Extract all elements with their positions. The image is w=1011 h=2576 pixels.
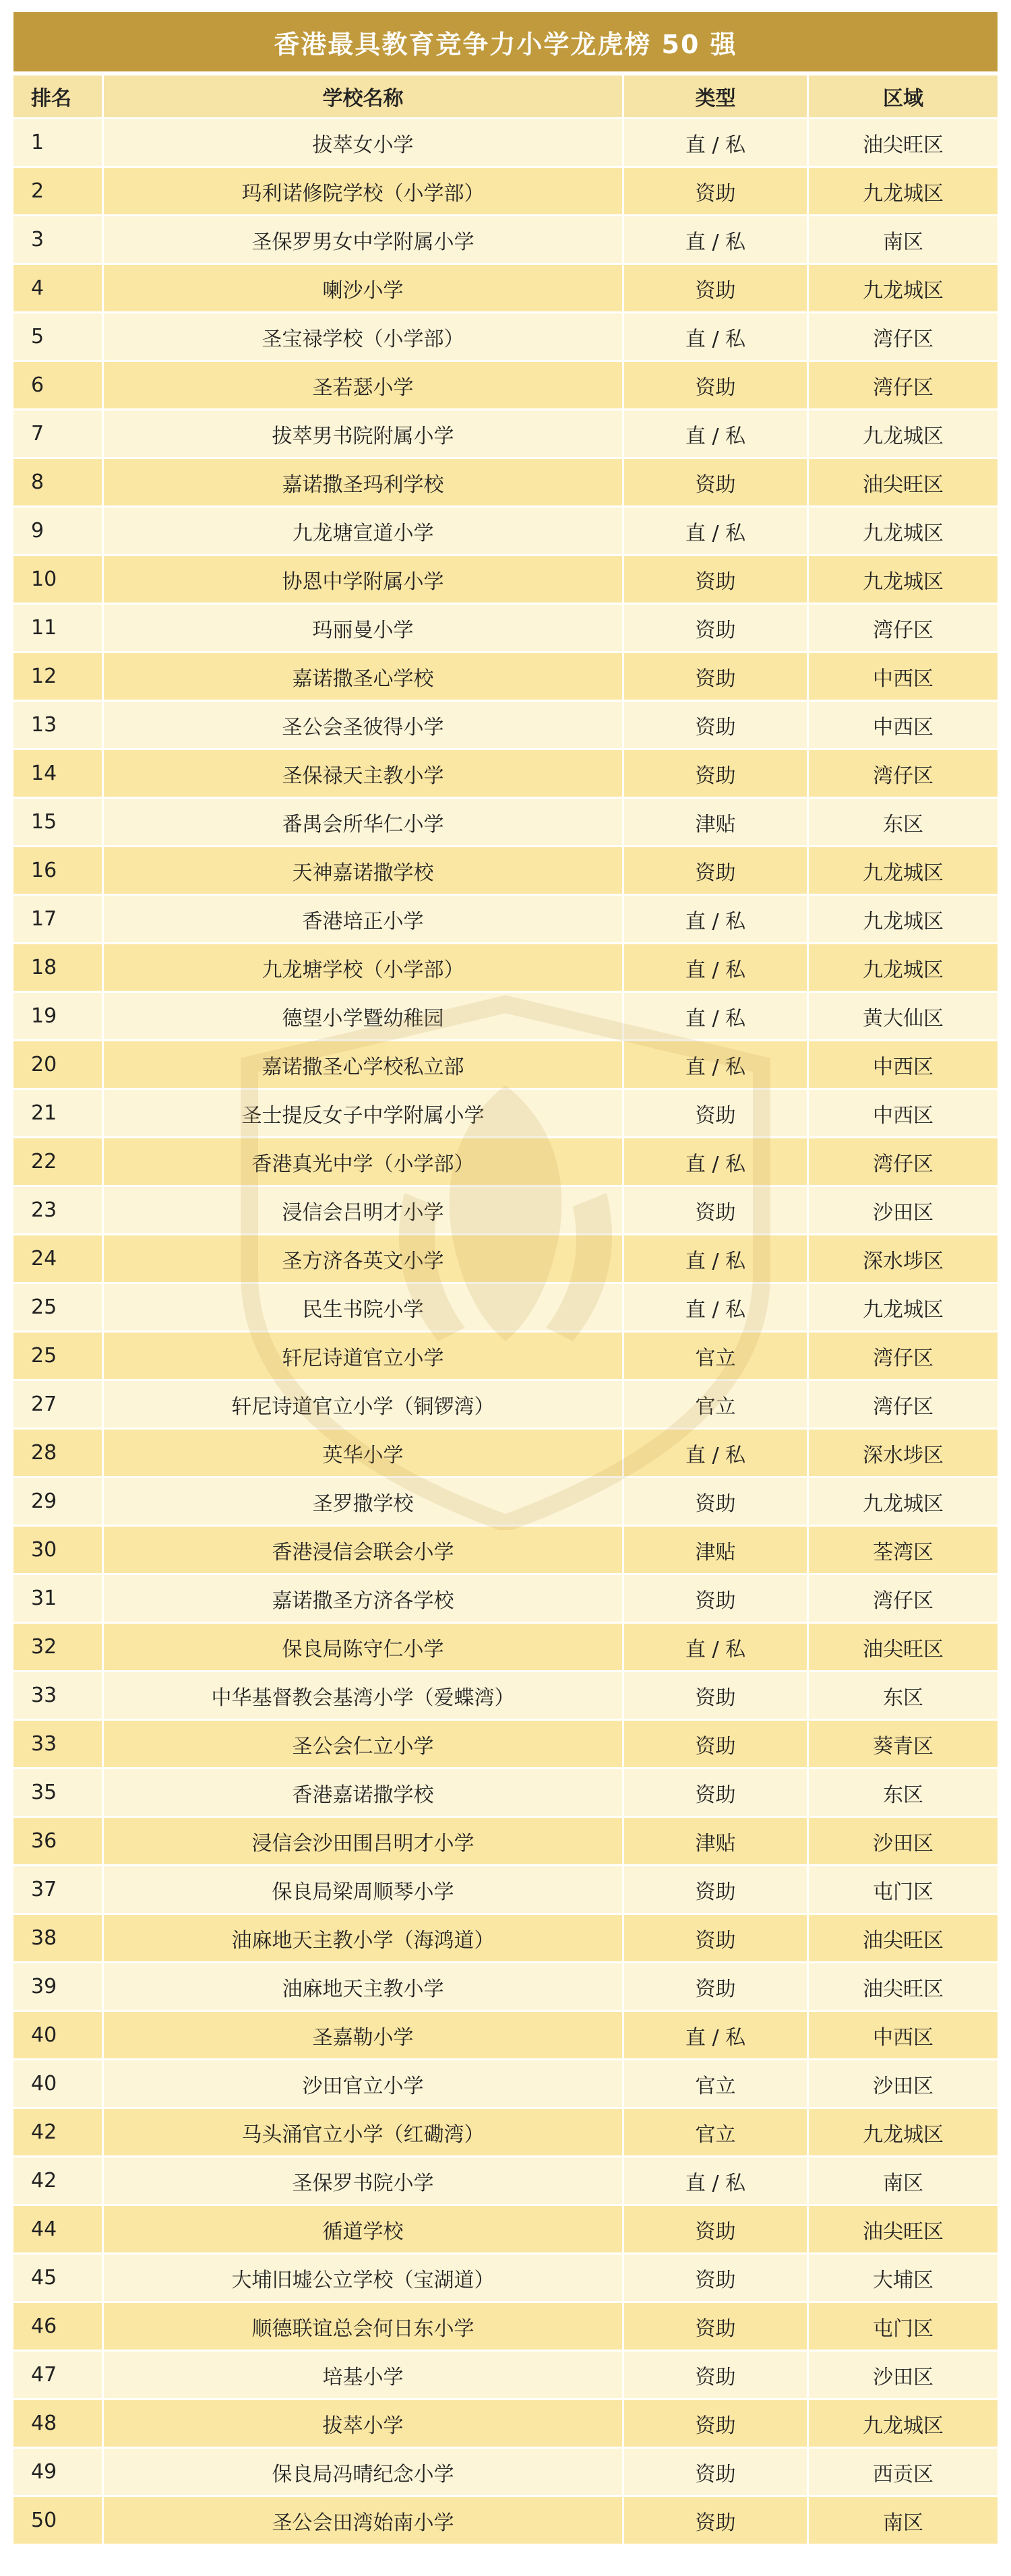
table-row bbox=[13, 2109, 998, 2157]
school-type-cell: 资助 bbox=[624, 1915, 809, 1963]
district-cell: 南区 bbox=[809, 216, 998, 265]
table-title: 香港最具教育竞争力小学龙虎榜 50 强 bbox=[13, 12, 998, 71]
school-name-cell: 番禺会所华仁小学 bbox=[104, 799, 624, 847]
table-row bbox=[13, 2060, 998, 2109]
district-cell: 湾仔区 bbox=[809, 750, 998, 799]
rank-cell: 42 bbox=[13, 2157, 104, 2206]
school-type-cell: 资助 bbox=[624, 2352, 809, 2400]
school-type-cell: 直 / 私 bbox=[624, 1284, 809, 1332]
school-type-cell: 资助 bbox=[624, 2206, 809, 2255]
table-row bbox=[13, 1430, 998, 1478]
district-cell: 东区 bbox=[809, 1769, 998, 1818]
school-type-cell: 资助 bbox=[624, 605, 809, 653]
district-cell: 沙田区 bbox=[809, 2060, 998, 2109]
table-row bbox=[13, 702, 998, 750]
school-name-cell: 培基小学 bbox=[104, 2352, 624, 2400]
table-row bbox=[13, 993, 998, 1041]
table-row bbox=[13, 2400, 998, 2449]
ranking-table bbox=[13, 75, 998, 2546]
school-name-cell: 嘉诺撒圣方济各学校 bbox=[104, 1575, 624, 1624]
school-name-cell: 沙田官立小学 bbox=[104, 2060, 624, 2109]
school-name-cell: 香港培正小学 bbox=[104, 896, 624, 944]
school-name-cell: 浸信会吕明才小学 bbox=[104, 1187, 624, 1235]
table-row bbox=[13, 508, 998, 556]
rank-cell: 28 bbox=[13, 1430, 104, 1478]
school-name-cell: 英华小学 bbox=[104, 1430, 624, 1478]
district-cell: 九龙城区 bbox=[809, 1284, 998, 1332]
table-row bbox=[13, 1818, 998, 1866]
district-cell: 九龙城区 bbox=[809, 944, 998, 993]
school-type-cell: 资助 bbox=[624, 1672, 809, 1721]
school-name-cell: 圣方济各英文小学 bbox=[104, 1235, 624, 1284]
district-cell: 深水埗区 bbox=[809, 1430, 998, 1478]
table-row bbox=[13, 847, 998, 896]
table-row bbox=[13, 2255, 998, 2303]
district-cell: 九龙城区 bbox=[809, 508, 998, 556]
table-row bbox=[13, 944, 998, 993]
district-cell: 西贡区 bbox=[809, 2449, 998, 2497]
school-type-cell: 官立 bbox=[624, 2060, 809, 2109]
table-row bbox=[13, 1672, 998, 1721]
school-name-cell: 嘉诺撒圣玛利学校 bbox=[104, 459, 624, 508]
rank-cell: 22 bbox=[13, 1138, 104, 1187]
rank-cell: 44 bbox=[13, 2206, 104, 2255]
rank-cell: 46 bbox=[13, 2303, 104, 2352]
rank-cell: 36 bbox=[13, 1818, 104, 1866]
school-type-cell: 津贴 bbox=[624, 1818, 809, 1866]
rank-cell: 47 bbox=[13, 2352, 104, 2400]
table-row bbox=[13, 362, 998, 410]
rank-cell: 5 bbox=[13, 313, 104, 362]
table-row bbox=[13, 896, 998, 944]
school-type-cell: 直 / 私 bbox=[624, 1041, 809, 1090]
school-type-cell: 资助 bbox=[624, 1769, 809, 1818]
district-cell: 九龙城区 bbox=[809, 410, 998, 459]
table-row bbox=[13, 799, 998, 847]
school-type-cell: 资助 bbox=[624, 168, 809, 216]
table-row bbox=[13, 1963, 998, 2012]
rank-cell: 23 bbox=[13, 1187, 104, 1235]
school-type-cell: 直 / 私 bbox=[624, 1624, 809, 1672]
table-row bbox=[13, 459, 998, 508]
school-type-cell: 资助 bbox=[624, 1090, 809, 1138]
school-type-cell: 官立 bbox=[624, 1381, 809, 1430]
district-cell: 中西区 bbox=[809, 1090, 998, 1138]
school-type-cell: 直 / 私 bbox=[624, 119, 809, 168]
rank-cell: 9 bbox=[13, 508, 104, 556]
rank-cell: 32 bbox=[13, 1624, 104, 1672]
table-row bbox=[13, 216, 998, 265]
rank-cell: 50 bbox=[13, 2497, 104, 2546]
district-cell: 九龙城区 bbox=[809, 2109, 998, 2157]
table-row bbox=[13, 1090, 998, 1138]
school-type-cell: 津贴 bbox=[624, 799, 809, 847]
district-cell: 沙田区 bbox=[809, 1187, 998, 1235]
rank-cell: 25 bbox=[13, 1332, 104, 1381]
school-type-cell: 资助 bbox=[624, 1575, 809, 1624]
rank-cell: 48 bbox=[13, 2400, 104, 2449]
school-type-cell: 资助 bbox=[624, 653, 809, 702]
school-name-cell: 圣公会仁立小学 bbox=[104, 1721, 624, 1769]
district-cell: 屯门区 bbox=[809, 1866, 998, 1915]
school-type-cell: 资助 bbox=[624, 265, 809, 313]
district-cell: 沙田区 bbox=[809, 1818, 998, 1866]
school-type-cell: 资助 bbox=[624, 1187, 809, 1235]
type-column-header: 类型 bbox=[624, 75, 809, 119]
school-name-cell: 中华基督教会基湾小学（爱蝶湾） bbox=[104, 1672, 624, 1721]
table-row bbox=[13, 119, 998, 168]
school-name-cell: 大埔旧墟公立学校（宝湖道） bbox=[104, 2255, 624, 2303]
school-name-cell: 香港真光中学（小学部） bbox=[104, 1138, 624, 1187]
school-type-cell: 资助 bbox=[624, 2449, 809, 2497]
school-type-cell: 资助 bbox=[624, 750, 809, 799]
table-row bbox=[13, 1284, 998, 1332]
table-row bbox=[13, 1235, 998, 1284]
district-cell: 油尖旺区 bbox=[809, 1915, 998, 1963]
school-type-cell: 资助 bbox=[624, 847, 809, 896]
rank-cell: 33 bbox=[13, 1672, 104, 1721]
rank-cell: 19 bbox=[13, 993, 104, 1041]
rank-cell: 35 bbox=[13, 1769, 104, 1818]
name-column-header: 学校名称 bbox=[104, 75, 624, 119]
school-name-cell: 玛利诺修院学校（小学部） bbox=[104, 168, 624, 216]
district-cell: 湾仔区 bbox=[809, 313, 998, 362]
school-name-cell: 马头涌官立小学（红磡湾） bbox=[104, 2109, 624, 2157]
school-name-cell: 顺德联谊总会何日东小学 bbox=[104, 2303, 624, 2352]
school-name-cell: 圣保罗书院小学 bbox=[104, 2157, 624, 2206]
school-type-cell: 直 / 私 bbox=[624, 508, 809, 556]
school-type-cell: 直 / 私 bbox=[624, 896, 809, 944]
district-cell: 九龙城区 bbox=[809, 2400, 998, 2449]
table-row bbox=[13, 2497, 998, 2546]
school-name-cell: 天神嘉诺撒学校 bbox=[104, 847, 624, 896]
rank-cell: 14 bbox=[13, 750, 104, 799]
table-row bbox=[13, 1624, 998, 1672]
school-name-cell: 圣公会圣彼得小学 bbox=[104, 702, 624, 750]
district-cell: 屯门区 bbox=[809, 2303, 998, 2352]
district-cell: 湾仔区 bbox=[809, 1381, 998, 1430]
district-cell: 油尖旺区 bbox=[809, 1963, 998, 2012]
school-type-cell: 资助 bbox=[624, 362, 809, 410]
district-cell: 九龙城区 bbox=[809, 896, 998, 944]
rank-cell: 1 bbox=[13, 119, 104, 168]
school-type-cell: 资助 bbox=[624, 1963, 809, 2012]
school-type-cell: 直 / 私 bbox=[624, 313, 809, 362]
school-name-cell: 保良局陈守仁小学 bbox=[104, 1624, 624, 1672]
table-row bbox=[13, 2303, 998, 2352]
school-name-cell: 嘉诺撒圣心学校 bbox=[104, 653, 624, 702]
table-body bbox=[13, 119, 998, 2546]
table-row bbox=[13, 1915, 998, 1963]
school-name-cell: 协恩中学附属小学 bbox=[104, 556, 624, 605]
school-type-cell: 资助 bbox=[624, 702, 809, 750]
rank-cell: 16 bbox=[13, 847, 104, 896]
table-row bbox=[13, 1332, 998, 1381]
school-name-cell: 圣公会田湾始南小学 bbox=[104, 2497, 624, 2546]
rank-cell: 31 bbox=[13, 1575, 104, 1624]
school-type-cell: 直 / 私 bbox=[624, 1235, 809, 1284]
school-name-cell: 圣若瑟小学 bbox=[104, 362, 624, 410]
table-row bbox=[13, 1769, 998, 1818]
table-row bbox=[13, 168, 998, 216]
rank-cell: 2 bbox=[13, 168, 104, 216]
school-name-cell: 油麻地天主教小学（海鸿道） bbox=[104, 1915, 624, 1963]
rank-cell: 10 bbox=[13, 556, 104, 605]
school-name-cell: 拔萃男书院附属小学 bbox=[104, 410, 624, 459]
school-name-cell: 香港浸信会联会小学 bbox=[104, 1527, 624, 1575]
table-row bbox=[13, 1381, 998, 1430]
table-row bbox=[13, 1138, 998, 1187]
school-type-cell: 官立 bbox=[624, 1332, 809, 1381]
school-name-cell: 圣嘉勒小学 bbox=[104, 2012, 624, 2060]
table-row bbox=[13, 1721, 998, 1769]
table-row bbox=[13, 1041, 998, 1090]
rank-cell: 3 bbox=[13, 216, 104, 265]
school-type-cell: 津贴 bbox=[624, 1527, 809, 1575]
rank-cell: 12 bbox=[13, 653, 104, 702]
district-cell: 九龙城区 bbox=[809, 265, 998, 313]
school-type-cell: 直 / 私 bbox=[624, 2157, 809, 2206]
table-row bbox=[13, 1527, 998, 1575]
table-row bbox=[13, 2206, 998, 2255]
district-cell: 深水埗区 bbox=[809, 1235, 998, 1284]
rank-cell: 40 bbox=[13, 2012, 104, 2060]
district-cell: 黄大仙区 bbox=[809, 993, 998, 1041]
school-name-cell: 香港嘉诺撒学校 bbox=[104, 1769, 624, 1818]
school-type-cell: 资助 bbox=[624, 1478, 809, 1527]
school-type-cell: 直 / 私 bbox=[624, 1430, 809, 1478]
table-row bbox=[13, 556, 998, 605]
district-cell: 湾仔区 bbox=[809, 1332, 998, 1381]
school-type-cell: 官立 bbox=[624, 2109, 809, 2157]
school-type-cell: 直 / 私 bbox=[624, 216, 809, 265]
table-row bbox=[13, 1575, 998, 1624]
school-name-cell: 轩尼诗道官立小学（铜锣湾） bbox=[104, 1381, 624, 1430]
district-cell: 荃湾区 bbox=[809, 1527, 998, 1575]
table-row bbox=[13, 2012, 998, 2060]
school-name-cell: 圣罗撒学校 bbox=[104, 1478, 624, 1527]
district-cell: 油尖旺区 bbox=[809, 119, 998, 168]
school-name-cell: 轩尼诗道官立小学 bbox=[104, 1332, 624, 1381]
rank-cell: 21 bbox=[13, 1090, 104, 1138]
district-cell: 油尖旺区 bbox=[809, 2206, 998, 2255]
school-name-cell: 圣保罗男女中学附属小学 bbox=[104, 216, 624, 265]
table-row bbox=[13, 2157, 998, 2206]
table-row bbox=[13, 1478, 998, 1527]
district-cell: 东区 bbox=[809, 1672, 998, 1721]
district-cell: 九龙城区 bbox=[809, 556, 998, 605]
school-type-cell: 资助 bbox=[624, 2303, 809, 2352]
school-type-cell: 直 / 私 bbox=[624, 993, 809, 1041]
school-name-cell: 九龙塘宣道小学 bbox=[104, 508, 624, 556]
table-row bbox=[13, 1866, 998, 1915]
school-type-cell: 资助 bbox=[624, 2255, 809, 2303]
header-row bbox=[13, 75, 998, 119]
school-name-cell: 浸信会沙田围吕明才小学 bbox=[104, 1818, 624, 1866]
rank-cell: 40 bbox=[13, 2060, 104, 2109]
table-row bbox=[13, 2352, 998, 2400]
district-cell: 油尖旺区 bbox=[809, 1624, 998, 1672]
rank-cell: 4 bbox=[13, 265, 104, 313]
rank-cell: 25 bbox=[13, 1284, 104, 1332]
rank-column-header: 排名 bbox=[13, 75, 104, 119]
district-cell: 湾仔区 bbox=[809, 1575, 998, 1624]
district-cell: 南区 bbox=[809, 2497, 998, 2546]
district-cell: 南区 bbox=[809, 2157, 998, 2206]
rank-cell: 11 bbox=[13, 605, 104, 653]
table-row bbox=[13, 265, 998, 313]
school-type-cell: 直 / 私 bbox=[624, 1138, 809, 1187]
district-cell: 中西区 bbox=[809, 1041, 998, 1090]
school-name-cell: 拔萃小学 bbox=[104, 2400, 624, 2449]
area-column-header: 区域 bbox=[809, 75, 998, 119]
school-type-cell: 资助 bbox=[624, 1721, 809, 1769]
district-cell: 九龙城区 bbox=[809, 847, 998, 896]
rank-cell: 8 bbox=[13, 459, 104, 508]
district-cell: 葵青区 bbox=[809, 1721, 998, 1769]
district-cell: 湾仔区 bbox=[809, 362, 998, 410]
school-name-cell: 油麻地天主教小学 bbox=[104, 1963, 624, 2012]
school-name-cell: 嘉诺撒圣心学校私立部 bbox=[104, 1041, 624, 1090]
district-cell: 中西区 bbox=[809, 702, 998, 750]
table-row bbox=[13, 410, 998, 459]
school-type-cell: 资助 bbox=[624, 2400, 809, 2449]
district-cell: 湾仔区 bbox=[809, 605, 998, 653]
rank-cell: 13 bbox=[13, 702, 104, 750]
district-cell: 油尖旺区 bbox=[809, 459, 998, 508]
table-row bbox=[13, 2449, 998, 2497]
rank-cell: 7 bbox=[13, 410, 104, 459]
rank-cell: 33 bbox=[13, 1721, 104, 1769]
district-cell: 中西区 bbox=[809, 2012, 998, 2060]
rank-cell: 29 bbox=[13, 1478, 104, 1527]
rank-cell: 15 bbox=[13, 799, 104, 847]
rank-cell: 24 bbox=[13, 1235, 104, 1284]
rank-cell: 38 bbox=[13, 1915, 104, 1963]
school-name-cell: 德望小学暨幼稚园 bbox=[104, 993, 624, 1041]
district-cell: 中西区 bbox=[809, 653, 998, 702]
school-type-cell: 资助 bbox=[624, 2497, 809, 2546]
table-row bbox=[13, 313, 998, 362]
school-name-cell: 玛丽曼小学 bbox=[104, 605, 624, 653]
rank-cell: 39 bbox=[13, 1963, 104, 2012]
school-name-cell: 喇沙小学 bbox=[104, 265, 624, 313]
district-cell: 九龙城区 bbox=[809, 168, 998, 216]
school-type-cell: 直 / 私 bbox=[624, 944, 809, 993]
rank-cell: 42 bbox=[13, 2109, 104, 2157]
rank-cell: 18 bbox=[13, 944, 104, 993]
district-cell: 九龙城区 bbox=[809, 1478, 998, 1527]
rank-cell: 37 bbox=[13, 1866, 104, 1915]
rank-cell: 45 bbox=[13, 2255, 104, 2303]
rank-cell: 17 bbox=[13, 896, 104, 944]
school-name-cell: 圣士提反女子中学附属小学 bbox=[104, 1090, 624, 1138]
district-cell: 湾仔区 bbox=[809, 1138, 998, 1187]
school-type-cell: 资助 bbox=[624, 556, 809, 605]
school-type-cell: 资助 bbox=[624, 1866, 809, 1915]
rank-cell: 6 bbox=[13, 362, 104, 410]
school-type-cell: 直 / 私 bbox=[624, 410, 809, 459]
school-name-cell: 保良局冯晴纪念小学 bbox=[104, 2449, 624, 2497]
table-row bbox=[13, 653, 998, 702]
school-name-cell: 九龙塘学校（小学部） bbox=[104, 944, 624, 993]
rank-cell: 49 bbox=[13, 2449, 104, 2497]
school-type-cell: 直 / 私 bbox=[624, 2012, 809, 2060]
school-name-cell: 保良局梁周顺琴小学 bbox=[104, 1866, 624, 1915]
rank-cell: 20 bbox=[13, 1041, 104, 1090]
rank-cell: 30 bbox=[13, 1527, 104, 1575]
school-name-cell: 拔萃女小学 bbox=[104, 119, 624, 168]
table-row bbox=[13, 605, 998, 653]
school-name-cell: 循道学校 bbox=[104, 2206, 624, 2255]
school-name-cell: 圣保禄天主教小学 bbox=[104, 750, 624, 799]
district-cell: 大埔区 bbox=[809, 2255, 998, 2303]
school-name-cell: 圣宝禄学校（小学部） bbox=[104, 313, 624, 362]
table-row bbox=[13, 750, 998, 799]
district-cell: 沙田区 bbox=[809, 2352, 998, 2400]
school-name-cell: 民生书院小学 bbox=[104, 1284, 624, 1332]
table-row bbox=[13, 1187, 998, 1235]
rank-cell: 27 bbox=[13, 1381, 104, 1430]
school-type-cell: 资助 bbox=[624, 459, 809, 508]
district-cell: 东区 bbox=[809, 799, 998, 847]
